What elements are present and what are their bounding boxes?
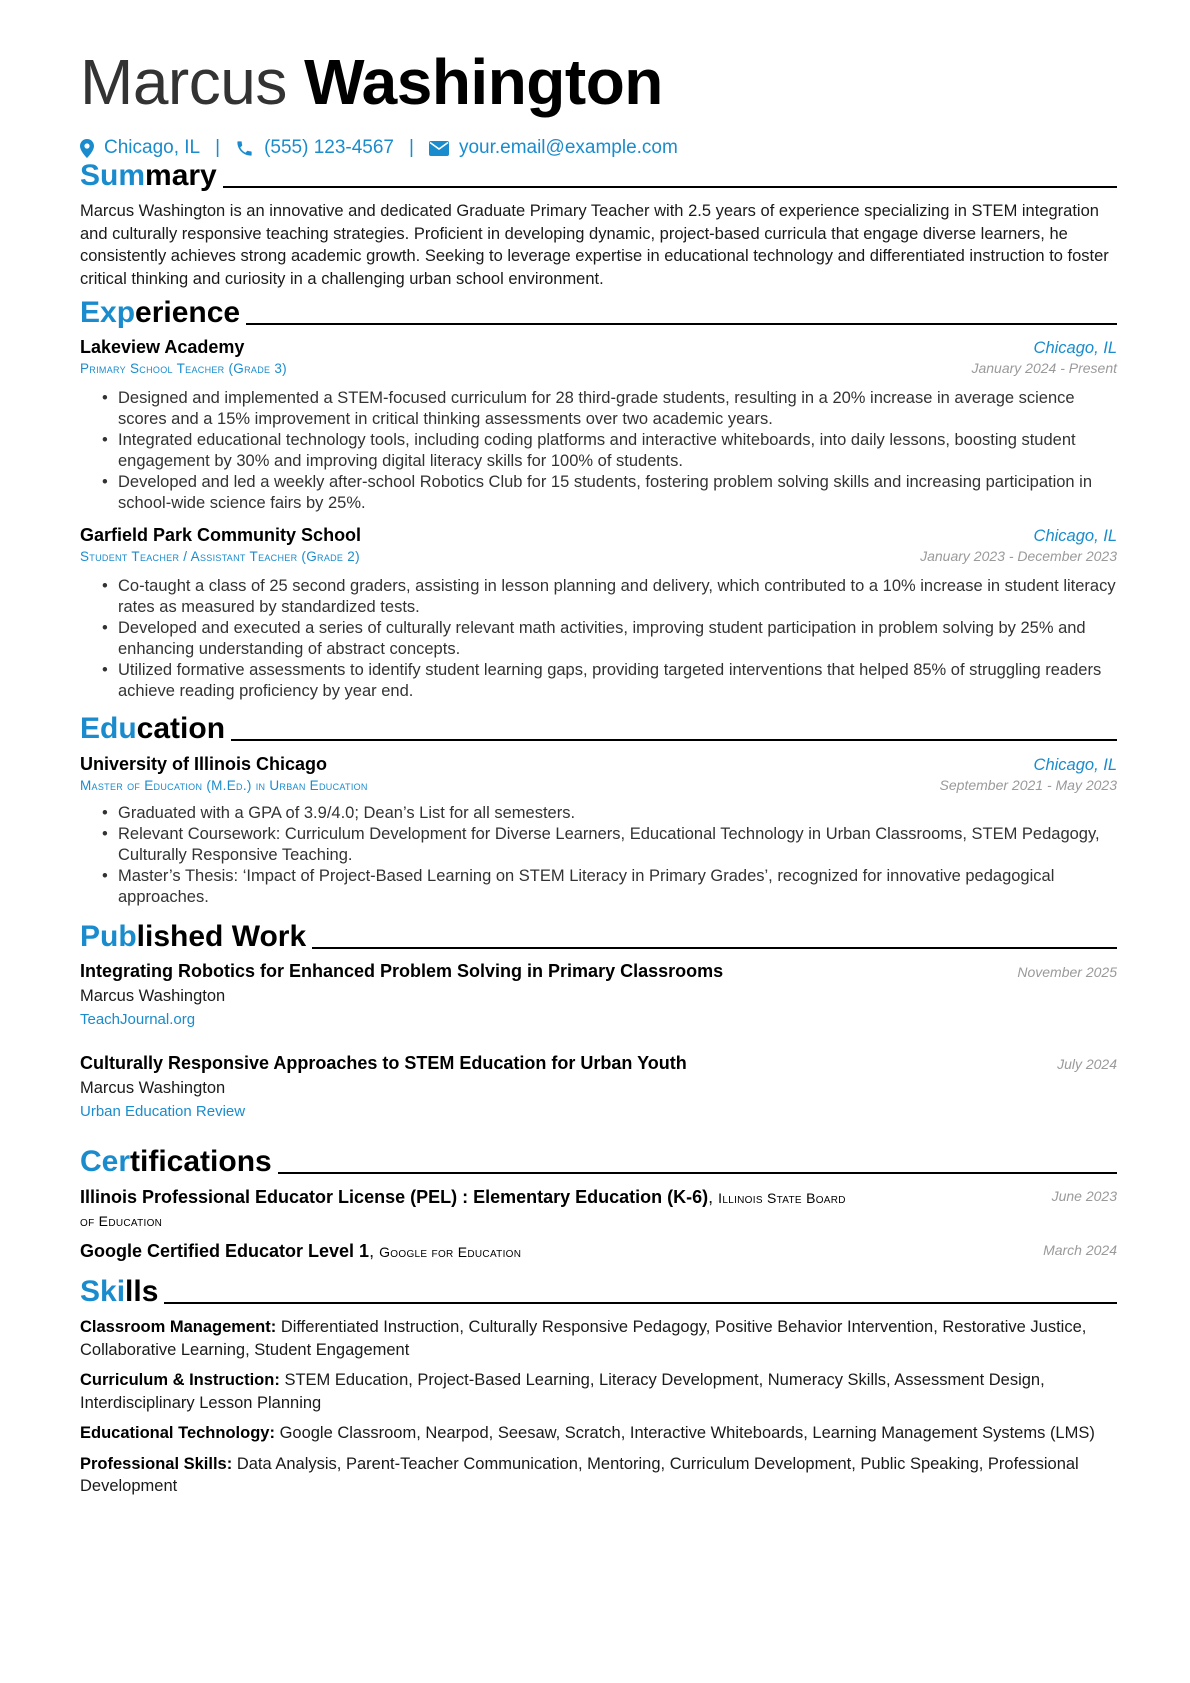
skill-label: Curriculum & Instruction: — [80, 1371, 280, 1389]
experience-entry — [80, 525, 1117, 702]
contact-phone[interactable] — [235, 137, 394, 159]
section-rule — [223, 186, 1117, 188]
contact-separator: | — [215, 137, 221, 158]
certification-name: Illinois Professional Educator License (PEL) : Elementary Education (K-6) — [80, 1187, 709, 1207]
publication-venue[interactable]: TeachJournal.org — [80, 1011, 196, 1028]
list-item: • Designed and implemented a STEM-focused curriculum for 28 third-grade students, resulting in a 20% increase in average science scores and a 15% improvement in critical thinking assessments over two academic years. — [80, 388, 1117, 430]
certification-issuer: Illinois State Board of Education — [80, 1190, 846, 1229]
section-rule — [246, 323, 1117, 325]
summary-section — [80, 200, 1117, 290]
section-rule — [164, 1302, 1117, 1304]
job-dates: January 2023 - December 2023 — [920, 548, 1117, 564]
publication-author: Marcus Washington — [80, 1079, 226, 1097]
degree-title: Master of Education (M.Ed.) in Urban Education — [80, 778, 368, 793]
skill-label: Educational Technology: — [80, 1424, 275, 1442]
location-text: Chicago, IL — [104, 137, 201, 158]
list-item: • Graduated with a GPA of 3.9/4.0; Dean’s List for all semesters. — [80, 803, 1117, 824]
skills-section — [80, 1316, 1117, 1498]
school-location: Chicago, IL — [1033, 756, 1117, 774]
job-title: Student Teacher / Assistant Teacher (Grade 2) — [80, 549, 360, 564]
education-dates: September 2021 - May 2023 — [939, 777, 1117, 793]
list-item: • Utilized formative assessments to identify student learning gaps, providing targeted interventions that helped 85% of struggling readers achieve reading proficiency by year end. — [80, 660, 1117, 702]
list-item: • Relevant Coursework: Curriculum Development for Diverse Learners, Educational Technology in Urban Classrooms, STEM Pedagogy, Culturally Responsive Teaching. — [80, 824, 1117, 866]
contact-separator: | — [409, 137, 414, 158]
job-bullets — [80, 388, 1117, 514]
education-entry — [80, 754, 1117, 908]
job-dates: January 2024 - Present — [971, 360, 1117, 376]
list-item: • Master’s Thesis: ‘Impact of Project-Based Learning on STEM Literacy in Primary Grades’, recognized for innovative pedagogical approaches. — [80, 866, 1117, 908]
employer-name: Lakeview Academy — [80, 337, 245, 357]
publication-author: Marcus Washington — [80, 987, 226, 1005]
certifications-heading: Certifications — [80, 1143, 1117, 1179]
section-rule — [278, 1172, 1117, 1174]
list-item: • Integrated educational technology tools, including coding platforms and interactive whiteboards, into daily lessons, boosting student engagement by 30% and improving digital literacy skills for 100% of students. — [80, 430, 1117, 472]
skill-label: Classroom Management: — [80, 1318, 277, 1336]
publication-title: Culturally Responsive Approaches to STEM Education for Urban Youth — [80, 1053, 687, 1073]
skill-text: Google Classroom, Nearpod, Seesaw, Scratch, Interactive Whiteboards, Learning Management Systems (LMS) — [279, 1424, 1095, 1442]
certification-name: Google Certified Educator Level 1 — [80, 1241, 370, 1261]
list-item: • Co-taught a class of 25 second graders, assisting in lesson planning and delivery, which contributed to a 10% increase in student literacy rates as measured by standardized tests. — [80, 576, 1117, 618]
publication-entry — [80, 1053, 1117, 1124]
experience-heading: Experience — [80, 294, 1117, 330]
certification-entry: Illinois Professional Educator License (PEL) : Elementary Education (K-6), Illinois State Board of Education June 2023 — [80, 1187, 1117, 1229]
section-rule — [312, 947, 1117, 949]
certification-issuer: Google for Education — [379, 1244, 522, 1260]
list-item: • Developed and executed a series of culturally relevant math activities, improving student participation in problem solving by 25% and enhancing understanding of abstract concepts. — [80, 618, 1117, 660]
job-title: Primary School Teacher (Grade 3) — [80, 361, 287, 376]
employer-location: Chicago, IL — [1033, 339, 1117, 357]
phone-icon — [235, 139, 254, 158]
section-rule — [231, 739, 1117, 741]
summary-heading: Summary — [80, 157, 1117, 193]
certification-date: March 2024 — [1043, 1242, 1117, 1258]
skill-row — [80, 1316, 1117, 1361]
first-name: Marcus — [80, 46, 287, 118]
experience-entry — [80, 337, 1117, 514]
phone-text: (555) 123-4567 — [264, 137, 394, 158]
skill-label: Professional Skills: — [80, 1454, 233, 1473]
publication-entry — [80, 961, 1117, 1032]
published-heading: Published Work — [80, 918, 1117, 954]
contact-location — [80, 137, 200, 159]
employer-name: Garfield Park Community School — [80, 525, 362, 545]
publication-title: Integrating Robotics for Enhanced Problem Solving in Primary Classrooms — [80, 961, 724, 981]
skill-text: STEM Education, Project-Based Learning, Literacy Development, Numeracy Skills, Assessment Design, Interdisciplinary Lesson Planning — [80, 1371, 1045, 1412]
publication-date: November 2025 — [1017, 964, 1117, 980]
skill-text: Differentiated Instruction, Culturally Responsive Pedagogy, Positive Behavior Intervention, Restorative Justice, Collaborative Learning, Student Engagement — [80, 1318, 1087, 1359]
email-text: your.email@example.com — [458, 137, 678, 158]
skill-row — [80, 1422, 1117, 1445]
skill-row — [80, 1369, 1117, 1414]
contact-email[interactable] — [429, 137, 678, 159]
skill-row — [80, 1453, 1117, 1498]
school-name: University of Illinois Chicago — [80, 754, 328, 774]
publication-date: July 2024 — [1057, 1056, 1117, 1072]
skill-text: Data Analysis, Parent-Teacher Communication, Mentoring, Curriculum Development, Public Speaking, Professional Development — [80, 1454, 1079, 1495]
list-item: • Developed and led a weekly after-school Robotics Club for 15 students, fostering problem solving skills and increasing participation in school-wide science fairs by 25%. — [80, 472, 1117, 514]
envelope-icon — [429, 141, 449, 156]
certification-date: June 2023 — [1051, 1188, 1117, 1204]
employer-location: Chicago, IL — [1033, 527, 1117, 545]
skills-heading: Skills — [80, 1273, 1117, 1309]
certification-entry: Google Certified Educator Level 1, Google for Education March 2024 — [80, 1241, 1117, 1261]
job-bullets — [80, 576, 1117, 702]
last-name: Washington — [304, 46, 663, 118]
education-bullets — [80, 803, 1117, 908]
education-heading: Education — [80, 710, 1117, 746]
candidate-name — [80, 42, 663, 122]
publication-venue[interactable]: Urban Education Review — [80, 1103, 246, 1120]
summary-text: Marcus Washington is an innovative and dedicated Graduate Primary Teacher with 2.5 years of experience specializing in STEM integration and culturally responsive teaching strategies. Proficient in developing dynamic, project-based curricula that engage diverse learners, he consistently achieves strong academic growth. Seeking to leverage expertise in educational technology and differentiated instruction to foster critical thinking and curiosity in a challenging urban school environment. — [80, 202, 1109, 288]
map-pin-icon — [80, 139, 94, 158]
